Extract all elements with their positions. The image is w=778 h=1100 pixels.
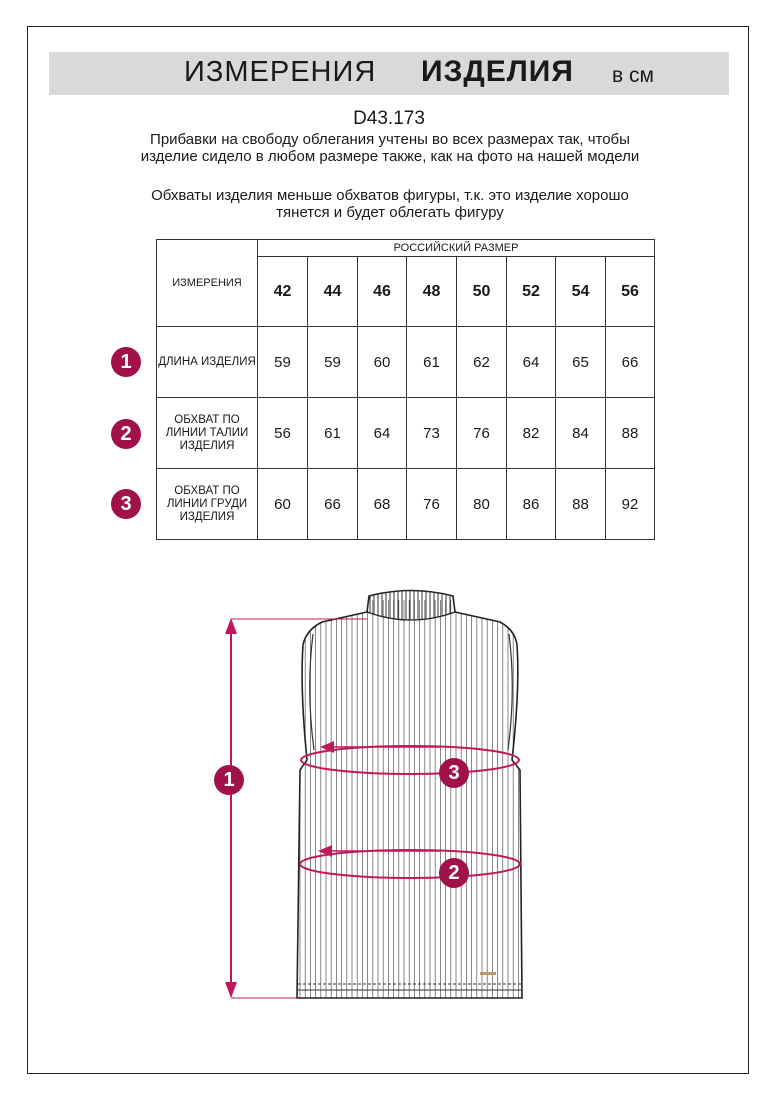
header-measurements: ИЗМЕРЕНИЯ bbox=[157, 240, 258, 327]
table-cell: 86 bbox=[507, 469, 556, 540]
table-cell: 56 bbox=[258, 398, 308, 469]
table-cell: 59 bbox=[258, 327, 308, 398]
article-code: D43.173 bbox=[353, 108, 425, 129]
table-cell: 73 bbox=[407, 398, 457, 469]
table-cell: 76 bbox=[407, 469, 457, 540]
table-cell: 64 bbox=[507, 327, 556, 398]
table-cell: 82 bbox=[507, 398, 556, 469]
table-cell: 68 bbox=[358, 469, 407, 540]
title-measurements: ИЗМЕРЕНИЯ bbox=[184, 56, 377, 88]
size-header: 52 bbox=[507, 257, 556, 327]
size-header: 56 bbox=[606, 257, 655, 327]
size-header: 44 bbox=[308, 257, 358, 327]
table-cell: 88 bbox=[606, 398, 655, 469]
table-cell: 66 bbox=[308, 469, 358, 540]
table-cell: 60 bbox=[258, 469, 308, 540]
note-allowances: Прибавки на свободу облегания учтены во всех размерах так, чтобы изделие сидело в любом размере также, как на фото на нашей модели bbox=[140, 131, 640, 165]
table-cell: 66 bbox=[606, 327, 655, 398]
size-header: 46 bbox=[358, 257, 407, 327]
row-label-length: ДЛИНА ИЗДЕЛИЯ bbox=[157, 327, 258, 398]
table-cell: 59 bbox=[308, 327, 358, 398]
arrow-up-icon bbox=[225, 618, 237, 634]
size-header: 54 bbox=[556, 257, 606, 327]
table-cell: 80 bbox=[457, 469, 507, 540]
table-cell: 84 bbox=[556, 398, 606, 469]
size-header: 48 bbox=[407, 257, 457, 327]
size-header: 50 bbox=[457, 257, 507, 327]
row-label-chest: ОБХВАТ ПО ЛИНИИ ГРУДИ ИЗДЕЛИЯ bbox=[157, 469, 258, 540]
row-number-badge-1: 1 bbox=[111, 347, 141, 377]
marker-chest-badge: 3 bbox=[439, 758, 469, 788]
table-cell: 64 bbox=[358, 398, 407, 469]
table-cell: 88 bbox=[556, 469, 606, 540]
table-cell: 61 bbox=[407, 327, 457, 398]
table-cell: 60 bbox=[358, 327, 407, 398]
brand-tag bbox=[480, 972, 496, 975]
table-cell: 62 bbox=[457, 327, 507, 398]
size-header: 42 bbox=[258, 257, 308, 327]
table-cell: 76 bbox=[457, 398, 507, 469]
marker-waist-badge: 2 bbox=[439, 858, 469, 888]
row-label-waist: ОБХВАТ ПО ЛИНИИ ТАЛИИ ИЗДЕЛИЯ bbox=[157, 398, 258, 469]
rib-texture bbox=[290, 580, 530, 1010]
arrow-down-icon bbox=[225, 982, 237, 998]
title-product: ИЗДЕЛИЯ bbox=[421, 55, 574, 88]
size-group-header: РОССИЙСКИЙ РАЗМЕР bbox=[258, 240, 655, 257]
table-cell: 92 bbox=[606, 469, 655, 540]
title-units: в см bbox=[612, 64, 654, 87]
marker-length-badge: 1 bbox=[214, 765, 244, 795]
note-stretch: Обхваты изделия меньше обхватов фигуры, т.к. это изделие хорошо тянется и будет облегать фигуру bbox=[151, 187, 629, 221]
table-cell: 61 bbox=[308, 398, 358, 469]
row-number-badge-2: 2 bbox=[111, 419, 141, 449]
table-cell: 65 bbox=[556, 327, 606, 398]
row-number-badge-3: 3 bbox=[111, 489, 141, 519]
